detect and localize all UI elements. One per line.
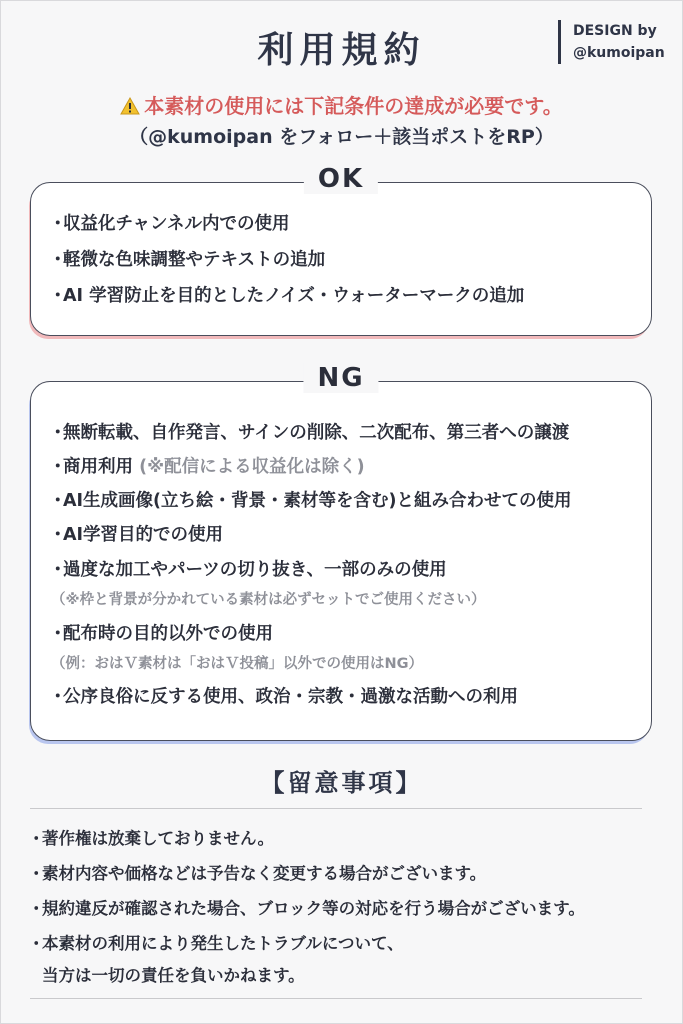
- note-text: 本素材の利用により発生したトラブルについて、: [42, 934, 404, 953]
- ng-item-text: AI学習目的での使用: [63, 525, 224, 545]
- ok-item: [49, 246, 325, 271]
- note-item: [28, 825, 274, 849]
- ok-item: [49, 210, 289, 235]
- bullet: ・: [49, 423, 67, 443]
- divider: [30, 808, 642, 809]
- bullet: ・: [28, 829, 45, 848]
- notice-text: 本素材の使用には下記条件の達成が必要です。: [144, 94, 563, 118]
- requirement-notice: [0, 90, 683, 119]
- ng-heading: NG: [303, 363, 378, 393]
- ok-item-text: 収益化チャンネル内での使用: [63, 214, 290, 234]
- note-item: [28, 895, 585, 919]
- ng-item-subnote: （例：おはＶ素材は「おはＶ投稿」以外での使用はNG）: [51, 656, 424, 672]
- bullet: ・: [49, 286, 67, 306]
- bullet: ・: [28, 934, 45, 953]
- note-continuation: 当方は一切の責任を負いかねます。: [42, 966, 305, 985]
- ng-item: [49, 556, 447, 581]
- design-credit: [558, 20, 665, 64]
- ng-item-text: AI生成画像(立ち絵・背景・素材等を含む)と組み合わせての使用: [63, 491, 572, 511]
- note-text: 規約違反が確認された場合、ブロック等の対応を行う場合がございます。: [42, 899, 585, 918]
- ng-item-text: 公序良俗に反する使用、政治・宗教・過激な活動への利用: [63, 687, 518, 707]
- ng-item-text: 配布時の目的以外での使用: [63, 624, 273, 644]
- bullet: ・: [49, 687, 67, 707]
- bullet: ・: [49, 525, 67, 545]
- bullet: ・: [49, 560, 67, 580]
- ng-item: [49, 620, 273, 645]
- ng-item-note: (※配信による収益化は除く): [139, 457, 365, 477]
- notice-condition: （@kumoipan をフォロー＋該当ポストをRP）: [129, 126, 554, 148]
- bullet: ・: [49, 250, 67, 270]
- bullet: ・: [49, 491, 67, 511]
- bullet: ・: [28, 864, 45, 883]
- warning-icon: [120, 97, 140, 115]
- note-item: [28, 860, 486, 884]
- note-item: [28, 930, 404, 954]
- ok-section: [30, 164, 652, 336]
- bullet: ・: [28, 899, 45, 918]
- note-text: 著作権は放棄しておりません。: [42, 829, 274, 848]
- notes-heading: 【留意事項】: [260, 769, 423, 797]
- credit-handle: @kumoipan: [573, 45, 665, 61]
- ng-item: [49, 419, 569, 444]
- ng-item-text: 無断転載、自作発言、サインの削除、二次配布、第三者への譲渡: [63, 423, 570, 443]
- ng-item: [49, 521, 223, 546]
- ok-item-text: 軽微な色味調整やテキストの追加: [63, 250, 326, 270]
- ng-item: [49, 487, 572, 512]
- ng-section: [30, 363, 652, 741]
- ng-item: [49, 453, 365, 478]
- ng-item-subnote: （※枠と背景が分かれている素材は必ずセットでご使用ください）: [51, 592, 486, 608]
- divider: [30, 998, 642, 999]
- ok-item-text: AI 学習防止を目的としたノイズ・ウォーターマークの追加: [63, 286, 525, 306]
- bullet: ・: [49, 457, 67, 477]
- ok-item: [49, 282, 524, 307]
- bullet: ・: [49, 624, 67, 644]
- bullet: ・: [49, 214, 67, 234]
- credit-line-1: DESIGN by: [573, 23, 657, 39]
- page-title: 利用規約: [257, 30, 426, 71]
- ok-heading: OK: [304, 164, 378, 194]
- ng-item-text: 商用利用: [63, 457, 133, 477]
- ng-item: [49, 683, 518, 708]
- note-text: 素材内容や価格などは予告なく変更する場合がございます。: [42, 864, 487, 883]
- ng-item-text: 過度な加工やパーツの切り抜き、一部のみの使用: [63, 560, 447, 580]
